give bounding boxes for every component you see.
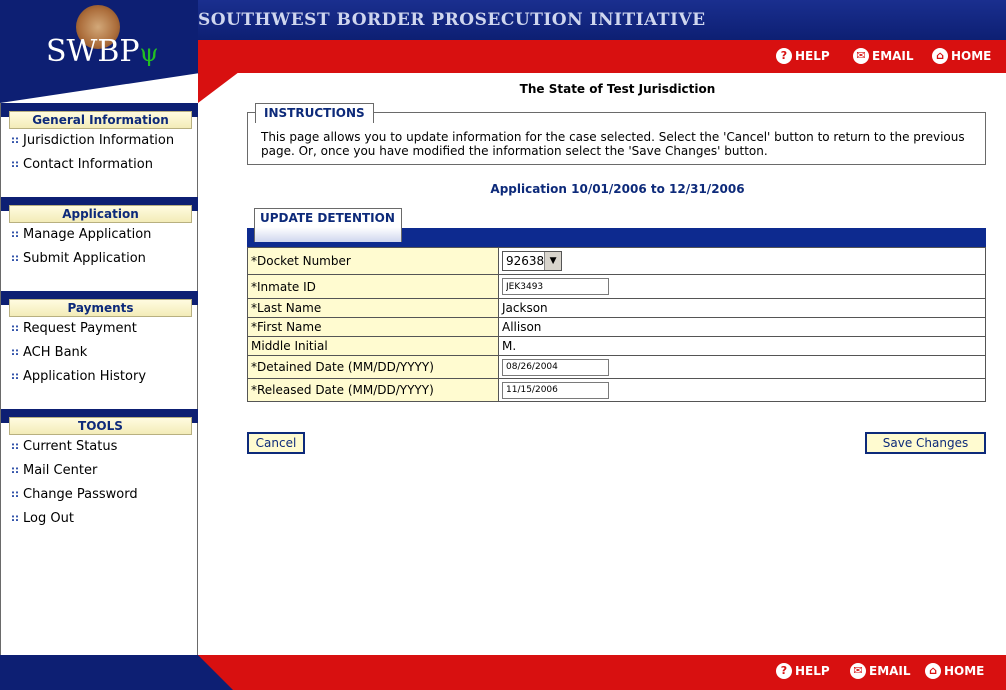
docket-number-select[interactable]	[502, 251, 562, 271]
first-name-value: Allison	[499, 318, 986, 337]
sidebar-item-label: Request Payment	[23, 321, 137, 336]
sidebar-group-general	[1, 103, 198, 177]
cancel-button[interactable]: Cancel	[247, 432, 305, 454]
bullet-icon: ::	[11, 323, 19, 334]
first-name-label: *First Name	[248, 318, 499, 337]
last-name-value: Jackson	[499, 299, 986, 318]
instructions-tab: INSTRUCTIONS	[255, 103, 374, 123]
sidebar-group-payments	[1, 291, 198, 389]
home-link[interactable]: ⌂ HOME	[932, 48, 991, 64]
detained-date-cell	[499, 356, 986, 379]
sidebar	[0, 103, 198, 655]
sidebar-group-title: TOOLS	[9, 417, 192, 435]
sidebar-item-label: Jurisdiction Information	[23, 133, 175, 148]
sidebar-item-change-password[interactable]	[1, 483, 198, 507]
form-row-middle-initial	[248, 337, 986, 356]
footer-help-link[interactable]: ? HELP	[776, 663, 830, 679]
bullet-icon: ::	[11, 465, 19, 476]
sidebar-item-application-history[interactable]	[1, 365, 198, 389]
bullet-icon: ::	[11, 371, 19, 382]
sidebar-item-current-status[interactable]	[1, 435, 198, 459]
bullet-icon: ::	[11, 347, 19, 358]
sidebar-item-contact-information[interactable]	[1, 153, 198, 177]
envelope-icon: ✉	[850, 663, 866, 679]
sidebar-item-jurisdiction-information[interactable]	[1, 129, 198, 153]
docket-label: *Docket Number	[248, 248, 499, 275]
bullet-icon: ::	[11, 513, 19, 524]
sidebar-item-label: Contact Information	[23, 157, 153, 172]
sidebar-item-label: Application History	[23, 369, 147, 384]
help-link[interactable]: ? HELP	[776, 48, 830, 64]
chevron-down-icon[interactable]: ▼	[544, 252, 561, 270]
sidebar-item-submit-application[interactable]	[1, 247, 198, 271]
form-row-inmate	[248, 275, 986, 299]
bullet-icon: ::	[11, 489, 19, 500]
bullet-icon: ::	[11, 135, 19, 146]
sidebar-item-request-payment[interactable]	[1, 317, 198, 341]
docket-selected-value: 92638	[506, 254, 545, 268]
inmate-id-label: *Inmate ID	[248, 275, 499, 299]
form-row-first-name	[248, 318, 986, 337]
docket-cell	[499, 248, 986, 275]
sidebar-group-title: Payments	[9, 299, 192, 317]
sidebar-item-label: Mail Center	[23, 463, 98, 478]
sidebar-item-label: Current Status	[23, 439, 118, 454]
cactus-icon: ψ	[139, 39, 159, 67]
bullet-icon: ::	[11, 253, 19, 264]
header-blue-slope	[0, 73, 200, 103]
released-date-input[interactable]	[502, 382, 609, 399]
bullet-icon: ::	[11, 229, 19, 240]
email-link[interactable]: ✉ EMAIL	[853, 48, 914, 64]
envelope-icon: ✉	[853, 48, 869, 64]
middle-initial-label: Middle Initial	[248, 337, 499, 356]
save-changes-button[interactable]: Save Changes	[865, 432, 986, 454]
sidebar-item-label: ACH Bank	[23, 345, 88, 360]
detained-date-input[interactable]	[502, 359, 609, 376]
sidebar-item-ach-bank[interactable]	[1, 341, 198, 365]
form-row-docket	[248, 248, 986, 275]
released-date-cell	[499, 379, 986, 402]
form-row-released-date	[248, 379, 986, 402]
sidebar-item-label: Submit Application	[23, 251, 146, 266]
middle-initial-value: M.	[499, 337, 986, 356]
question-icon: ?	[776, 663, 792, 679]
footer-email-link[interactable]: ✉ EMAIL	[850, 663, 911, 679]
sidebar-item-label: Log Out	[23, 511, 74, 526]
released-date-label: *Released Date (MM/DD/YYYY)	[248, 379, 499, 402]
inmate-id-input[interactable]	[502, 278, 609, 295]
form-row-last-name	[248, 299, 986, 318]
question-icon: ?	[776, 48, 792, 64]
sidebar-item-mail-center[interactable]	[1, 459, 198, 483]
sidebar-item-log-out[interactable]	[1, 507, 198, 531]
site-logo[interactable]: SWBPψ	[46, 34, 159, 69]
sidebar-group-title: General Information	[9, 111, 192, 129]
site-title: SOUTHWEST BORDER PROSECUTION INITIATIVE	[198, 10, 706, 30]
jurisdiction-title: The State of Test Jurisdiction	[519, 82, 716, 96]
house-icon: ⌂	[925, 663, 941, 679]
sidebar-group-tools	[1, 409, 198, 531]
sidebar-item-manage-application[interactable]	[1, 223, 198, 247]
sidebar-group-application	[1, 197, 198, 271]
form-row-detained-date	[248, 356, 986, 379]
detained-date-label: *Detained Date (MM/DD/YYYY)	[248, 356, 499, 379]
bullet-icon: ::	[11, 159, 19, 170]
instructions-text: This page allows you to update information for the case selected. Select the 'Cancel' button to return to the previous page. Or, once you have modified the information select the 'Save Changes' button.	[261, 130, 965, 158]
sidebar-item-label: Change Password	[23, 487, 138, 502]
update-detention-tab: UPDATE DETENTION	[254, 208, 402, 242]
application-title: Application 10/01/2006 to 12/31/2006	[490, 182, 745, 196]
sidebar-item-label: Manage Application	[23, 227, 152, 242]
update-detention-form	[247, 247, 986, 402]
inmate-id-cell	[499, 275, 986, 299]
last-name-label: *Last Name	[248, 299, 499, 318]
house-icon: ⌂	[932, 48, 948, 64]
sidebar-group-title: Application	[9, 205, 192, 223]
footer-home-link[interactable]: ⌂ HOME	[925, 663, 984, 679]
bullet-icon: ::	[11, 441, 19, 452]
